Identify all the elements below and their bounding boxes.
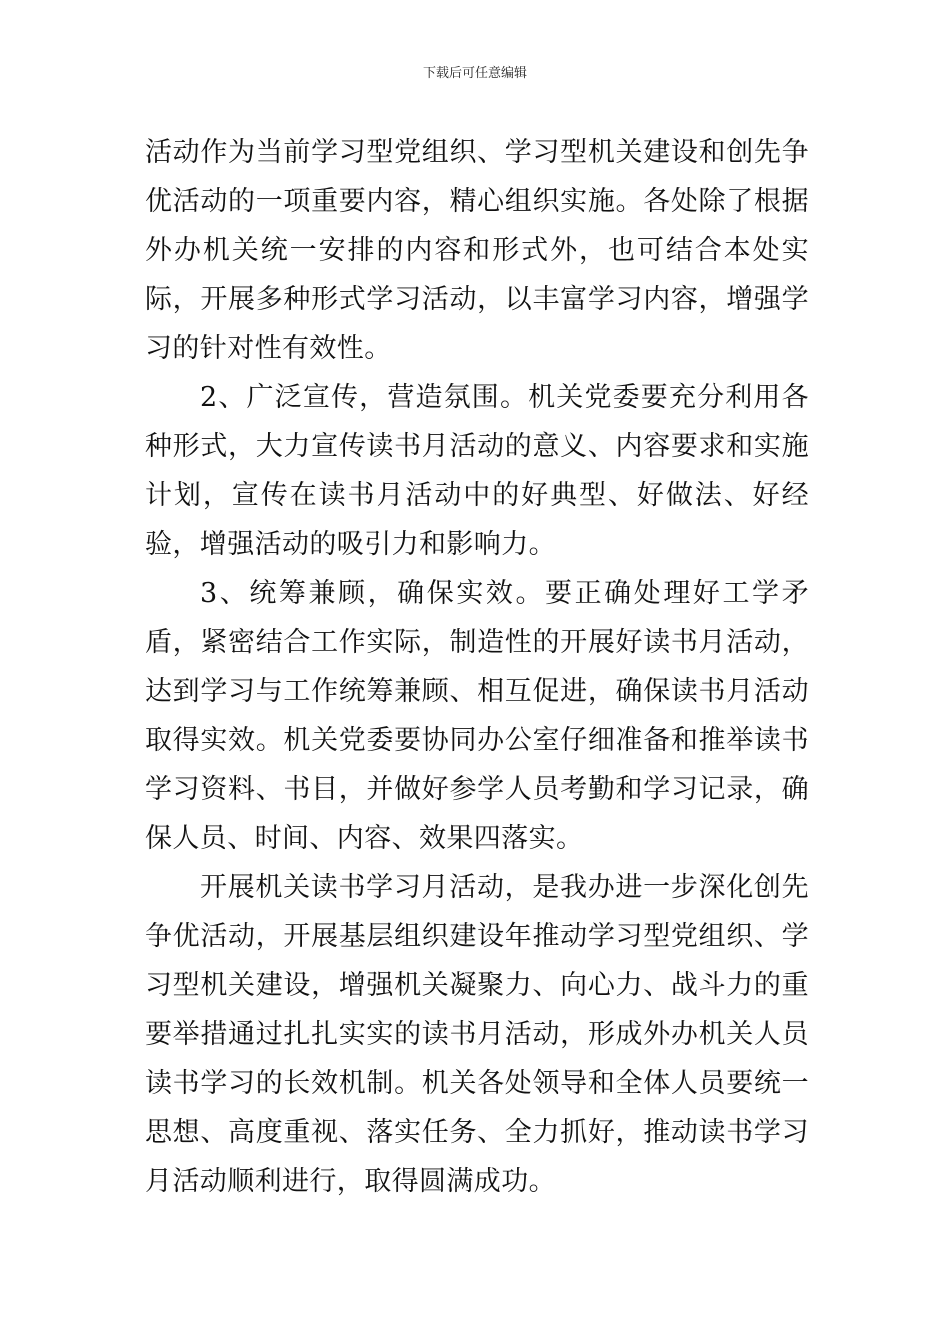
paragraph-3: 3、统筹兼顾，确保实效。要正确处理好工学矛盾，紧密结合工作实际，制造性的开展好读书月活动，达到学习与工作统筹兼顾、相互促进，确保读书月活动取得实效。机关党委要协同办公室仔细准备和推举读书学习资料、书目，并做好参学人员考勤和学习记录，确保人员、时间、内容、效果四落实。 xyxy=(145,578,809,854)
paragraph-2: 2、广泛宣传，营造氛围。机关党委要充分利用各种形式，大力宣传读书月活动的意义、内容要求和实施计划，宣传在读书月活动中的好典型、好做法、好经验，增强活动的吸引力和影响力。 xyxy=(145,382,809,560)
page-header-note: 下载后可任意编辑 xyxy=(422,66,527,81)
paragraph-4: 开展机关读书学习月活动，是我办进一步深化创先争优活动，开展基层组织建设年推动学习型党组织、学习型机关建设，增强机关凝聚力、向心力、战斗力的重要举措通过扎扎实实的读书月活动，形成外办机关人员读书学习的长效机制。机关各处领导和全体人员要统一思想、高度重视、落实任务、全力抓好，推动读书学习月活动顺利进行，取得圆满成功。 xyxy=(145,872,809,1197)
document-body xyxy=(145,128,809,1206)
paragraph-1: 活动作为当前学习型党组织、学习型机关建设和创先争优活动的一项重要内容，精心组织实施。各处除了根据外办机关统一安排的内容和形式外，也可结合本处实际，开展多种形式学习活动，以丰富学习内容，增强学习的针对性有效性。 xyxy=(145,137,809,364)
